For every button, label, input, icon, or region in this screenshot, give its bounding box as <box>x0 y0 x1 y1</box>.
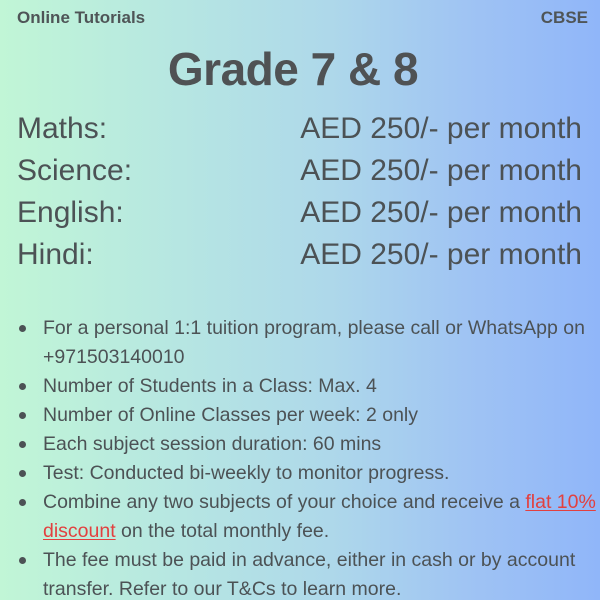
page-title <box>0 42 600 96</box>
note-text: For a personal 1:1 tuition program, please call or WhatsApp on +971503140010 <box>43 317 585 368</box>
note-text: Each subject session duration: 60 mins <box>43 433 382 455</box>
subject-label: Science: <box>17 154 133 187</box>
fee-row-english <box>17 196 582 238</box>
note-text: Test: Conducted bi-weekly to monitor progress. <box>43 462 450 484</box>
bullet-icon <box>19 383 26 390</box>
note-text: Number of Students in a Class: Max. 4 <box>43 375 377 397</box>
list-item <box>17 314 597 372</box>
bullet-icon <box>19 499 26 506</box>
bullet-icon <box>19 412 26 419</box>
price-value: AED 250/- per month <box>300 154 582 187</box>
board-label: CBSE <box>540 8 588 27</box>
subject-label: English: <box>17 196 124 229</box>
bullet-icon <box>19 441 26 448</box>
fee-table <box>17 112 582 280</box>
brand-label: Online Tutorials <box>17 8 146 27</box>
list-item <box>17 459 597 488</box>
note-text: Number of Online Classes per week: 2 only <box>43 404 419 426</box>
list-item <box>17 546 597 604</box>
bullet-icon <box>19 557 26 564</box>
notes-list <box>17 314 597 604</box>
list-item <box>17 488 597 546</box>
page-title-text: Grade 7 & 8 <box>167 43 419 95</box>
fee-row-science <box>17 154 582 196</box>
fee-row-hindi <box>17 238 582 280</box>
list-item <box>17 372 597 401</box>
discount-link[interactable]: flat 10% discount <box>43 491 596 542</box>
list-item <box>17 430 597 459</box>
price-value: AED 250/- per month <box>300 238 582 271</box>
subject-label: Hindi: <box>17 238 94 271</box>
price-value: AED 250/- per month <box>300 196 582 229</box>
note-text: Combine any two subjects of your choice and receive a <box>43 491 526 513</box>
price-value: AED 250/- per month <box>300 112 582 145</box>
bullet-icon <box>19 470 26 477</box>
subject-label: Maths: <box>17 112 108 145</box>
note-text: The fee must be paid in advance, either in cash or by account transfer. Refer to our T&Cs to learn more. <box>43 549 576 600</box>
list-item <box>17 401 597 430</box>
bullet-icon <box>19 325 26 332</box>
fee-row-maths <box>17 112 582 154</box>
note-text: on the total monthly fee. <box>115 520 330 542</box>
